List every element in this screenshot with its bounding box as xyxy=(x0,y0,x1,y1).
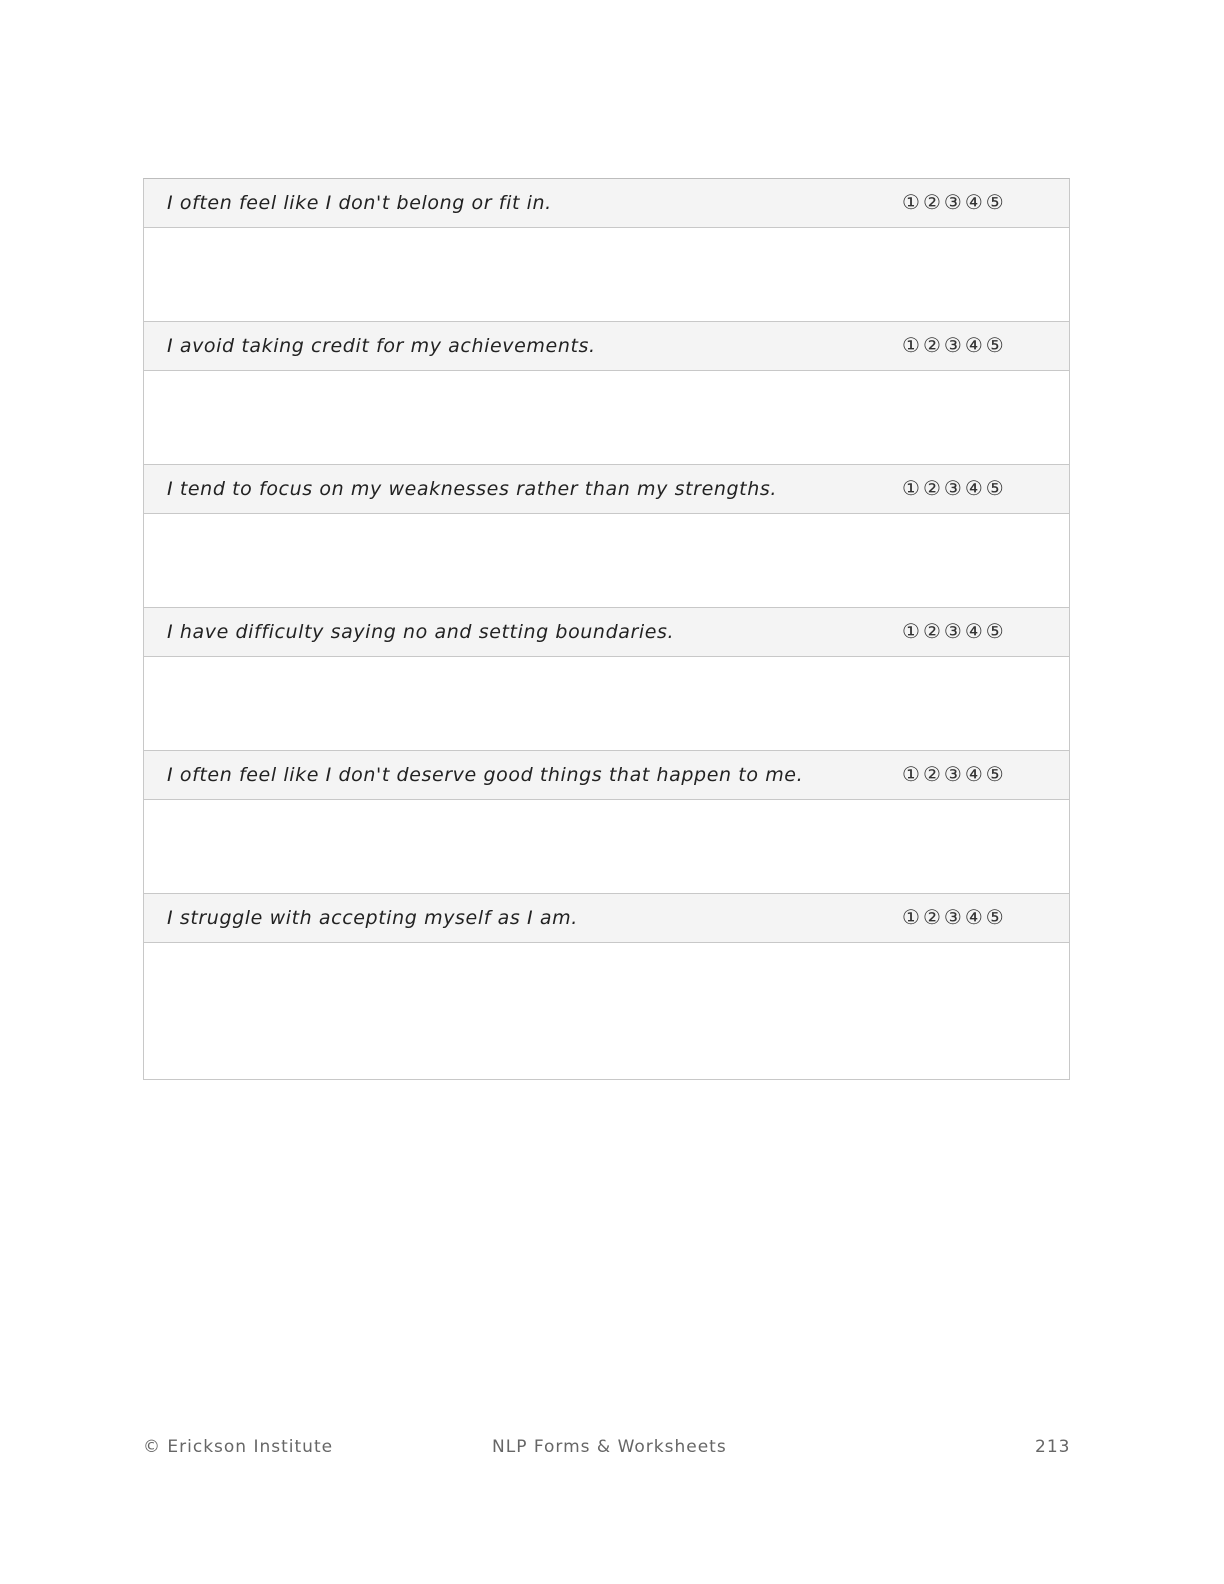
rating-option-3[interactable]: ③ xyxy=(943,905,965,929)
rating-option-2[interactable]: ② xyxy=(922,190,944,214)
rating-option-2[interactable]: ② xyxy=(922,762,944,786)
statement-text: I struggle with accepting myself as I am. xyxy=(167,907,578,929)
rating-option-1[interactable]: ① xyxy=(902,476,923,500)
rating-option-2[interactable]: ② xyxy=(922,333,944,357)
rating-option-5[interactable]: ⑤ xyxy=(985,762,1007,786)
statement-text: I tend to focus on my weaknesses rather than my strengths. xyxy=(167,478,777,500)
response-area[interactable] xyxy=(144,800,1069,894)
rating-option-3[interactable]: ③ xyxy=(943,190,965,214)
rating-scale xyxy=(902,333,1007,357)
rating-option-4[interactable]: ④ xyxy=(964,619,986,643)
rating-option-3[interactable]: ③ xyxy=(943,762,965,786)
rating-option-5[interactable]: ⑤ xyxy=(985,619,1007,643)
response-area[interactable] xyxy=(144,657,1069,751)
rating-option-1[interactable]: ① xyxy=(902,762,923,786)
rating-scale xyxy=(902,190,1007,214)
response-area[interactable] xyxy=(144,514,1069,608)
statement-text: I often feel like I don't belong or fit in. xyxy=(167,192,552,214)
rating-scale xyxy=(902,476,1007,500)
rating-option-5[interactable]: ⑤ xyxy=(985,333,1007,357)
rating-option-3[interactable]: ③ xyxy=(943,476,965,500)
statement-row xyxy=(144,608,1069,657)
rating-option-2[interactable]: ② xyxy=(922,619,944,643)
rating-option-5[interactable]: ⑤ xyxy=(985,905,1007,929)
response-area[interactable] xyxy=(144,371,1069,465)
statement-row xyxy=(144,894,1069,943)
statement-row xyxy=(144,751,1069,800)
rating-scale xyxy=(902,619,1007,643)
rating-option-1[interactable]: ① xyxy=(902,619,923,643)
rating-option-3[interactable]: ③ xyxy=(943,333,965,357)
statement-text: I have difficulty saying no and setting boundaries. xyxy=(167,621,675,643)
rating-option-2[interactable]: ② xyxy=(922,905,944,929)
statement-row xyxy=(144,465,1069,514)
rating-option-4[interactable]: ④ xyxy=(964,476,986,500)
rating-option-5[interactable]: ⑤ xyxy=(985,190,1007,214)
statement-row xyxy=(144,322,1069,371)
rating-option-1[interactable]: ① xyxy=(902,333,923,357)
rating-option-4[interactable]: ④ xyxy=(964,190,986,214)
response-area[interactable] xyxy=(144,943,1069,1079)
page-number: 213 xyxy=(1035,1437,1071,1457)
rating-option-1[interactable]: ① xyxy=(902,190,923,214)
footer-title: NLP Forms & Worksheets xyxy=(492,1437,727,1457)
rating-option-2[interactable]: ② xyxy=(922,476,944,500)
rating-option-4[interactable]: ④ xyxy=(964,905,986,929)
rating-option-4[interactable]: ④ xyxy=(964,762,986,786)
footer-copyright: © Erickson Institute xyxy=(143,1437,334,1457)
rating-option-1[interactable]: ① xyxy=(902,905,923,929)
rating-scale xyxy=(902,762,1007,786)
statement-text: I often feel like I don't deserve good things that happen to me. xyxy=(167,764,804,786)
rating-option-5[interactable]: ⑤ xyxy=(985,476,1007,500)
rating-option-3[interactable]: ③ xyxy=(943,619,965,643)
rating-option-4[interactable]: ④ xyxy=(964,333,986,357)
response-area[interactable] xyxy=(144,228,1069,322)
rating-scale xyxy=(902,905,1007,929)
statement-row xyxy=(144,179,1069,228)
worksheet-table xyxy=(143,178,1070,1080)
statement-text: I avoid taking credit for my achievements. xyxy=(167,335,596,357)
